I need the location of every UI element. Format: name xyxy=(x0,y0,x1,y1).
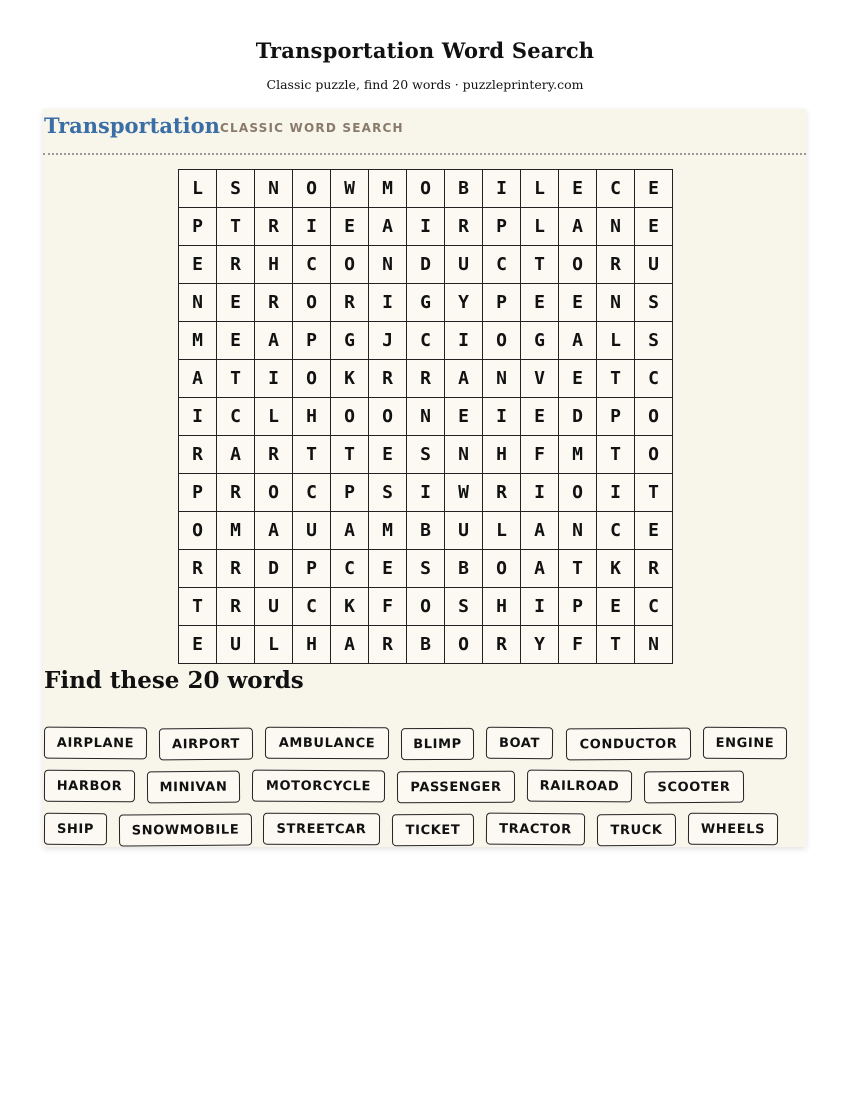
word-chip[interactable]: CONDUCTOR xyxy=(566,728,691,761)
grid-cell[interactable]: P xyxy=(483,284,521,322)
puzzle-theme-title: Transportation xyxy=(44,113,220,138)
grid-cell[interactable]: T xyxy=(179,588,217,626)
grid-cell[interactable]: E xyxy=(331,208,369,246)
grid-row xyxy=(179,436,673,474)
grid-cell[interactable]: O xyxy=(331,246,369,284)
grid-cell[interactable]: U xyxy=(635,246,673,284)
word-chip[interactable]: BOAT xyxy=(486,727,553,760)
grid-cell[interactable]: P xyxy=(559,588,597,626)
grid-cell[interactable]: R xyxy=(483,474,521,512)
grid-cell[interactable]: I xyxy=(407,208,445,246)
grid-cell[interactable]: O xyxy=(407,588,445,626)
grid-cell[interactable]: T xyxy=(293,436,331,474)
word-list-heading: Find these 20 words xyxy=(44,667,304,694)
grid-row xyxy=(179,322,673,360)
grid-cell[interactable]: R xyxy=(217,246,255,284)
grid-cell[interactable]: I xyxy=(445,322,483,360)
word-chip[interactable]: STREETCAR xyxy=(263,813,380,846)
grid-cell[interactable]: O xyxy=(293,284,331,322)
grid-cell[interactable]: U xyxy=(445,246,483,284)
grid-cell[interactable]: S xyxy=(407,436,445,474)
word-chip[interactable]: HARBOR xyxy=(44,770,135,803)
grid-cell[interactable]: O xyxy=(635,398,673,436)
grid-cell[interactable]: W xyxy=(331,170,369,208)
grid-cell[interactable]: T xyxy=(217,208,255,246)
grid-cell[interactable]: R xyxy=(255,208,293,246)
grid-cell[interactable]: R xyxy=(597,246,635,284)
grid-cell[interactable]: L xyxy=(255,626,293,664)
grid-cell[interactable]: O xyxy=(407,170,445,208)
grid-cell[interactable]: E xyxy=(179,626,217,664)
grid-row xyxy=(179,170,673,208)
grid-cell[interactable]: A xyxy=(521,550,559,588)
grid-cell[interactable]: R xyxy=(445,208,483,246)
card-header xyxy=(43,109,806,155)
grid-cell[interactable]: O xyxy=(559,474,597,512)
grid-cell[interactable]: O xyxy=(179,512,217,550)
grid-cell[interactable]: O xyxy=(331,398,369,436)
grid-cell[interactable]: T xyxy=(521,246,559,284)
grid-cell[interactable]: T xyxy=(597,360,635,398)
grid-cell[interactable]: E xyxy=(559,284,597,322)
word-chip[interactable]: ENGINE xyxy=(703,727,787,759)
grid-cell[interactable]: G xyxy=(407,284,445,322)
grid-cell[interactable]: L xyxy=(521,208,559,246)
grid-cell[interactable]: C xyxy=(483,246,521,284)
grid-cell[interactable]: E xyxy=(445,398,483,436)
grid-cell[interactable]: I xyxy=(483,170,521,208)
grid-cell[interactable]: N xyxy=(255,170,293,208)
grid-cell[interactable]: T xyxy=(597,626,635,664)
grid-cell[interactable]: K xyxy=(331,360,369,398)
grid-cell[interactable]: N xyxy=(597,208,635,246)
grid-cell[interactable]: M xyxy=(369,170,407,208)
grid-row xyxy=(179,474,673,512)
grid-row xyxy=(179,398,673,436)
grid-cell[interactable]: R xyxy=(179,550,217,588)
grid-cell[interactable]: P xyxy=(483,208,521,246)
word-chip[interactable]: AIRPLANE xyxy=(44,727,147,760)
grid-cell[interactable]: R xyxy=(369,360,407,398)
word-chip[interactable]: TICKET xyxy=(392,814,474,846)
grid-cell[interactable]: O xyxy=(369,398,407,436)
grid-cell[interactable]: O xyxy=(293,170,331,208)
grid-row xyxy=(179,512,673,550)
grid-cell[interactable]: G xyxy=(331,322,369,360)
grid-cell[interactable]: E xyxy=(179,246,217,284)
grid-cell[interactable]: B xyxy=(407,626,445,664)
grid-cell[interactable]: O xyxy=(293,360,331,398)
grid-row xyxy=(179,284,673,322)
grid-cell[interactable]: R xyxy=(217,474,255,512)
grid-cell[interactable]: S xyxy=(445,588,483,626)
grid-cell[interactable]: F xyxy=(521,436,559,474)
word-chip[interactable]: AIRPORT xyxy=(159,728,253,761)
grid-cell[interactable]: T xyxy=(331,436,369,474)
grid-cell[interactable]: D xyxy=(559,398,597,436)
grid-cell[interactable]: Y xyxy=(445,284,483,322)
grid-cell[interactable]: I xyxy=(483,398,521,436)
grid-cell[interactable]: C xyxy=(635,360,673,398)
grid-cell[interactable]: Y xyxy=(521,626,559,664)
grid-cell[interactable]: E xyxy=(635,208,673,246)
grid-cell[interactable]: M xyxy=(217,512,255,550)
grid-cell[interactable]: P xyxy=(293,322,331,360)
grid-cell[interactable]: C xyxy=(407,322,445,360)
grid-cell[interactable]: H xyxy=(483,588,521,626)
grid-row xyxy=(179,208,673,246)
word-chip[interactable]: AMBULANCE xyxy=(265,727,389,760)
grid-cell[interactable]: E xyxy=(635,170,673,208)
grid-cell[interactable]: A xyxy=(559,322,597,360)
grid-cell[interactable]: O xyxy=(483,322,521,360)
word-chip[interactable]: PASSENGER xyxy=(397,771,515,804)
grid-cell[interactable]: R xyxy=(179,436,217,474)
grid-cell[interactable]: I xyxy=(521,474,559,512)
grid-cell[interactable]: S xyxy=(635,322,673,360)
page-title: Transportation Word Search xyxy=(255,38,595,63)
grid-cell[interactable]: C xyxy=(293,246,331,284)
grid-row xyxy=(179,550,673,588)
grid-cell[interactable]: E xyxy=(559,360,597,398)
grid-cell[interactable]: L xyxy=(483,512,521,550)
grid-cell[interactable]: D xyxy=(255,550,293,588)
word-chip[interactable]: TRACTOR xyxy=(486,813,585,846)
grid-cell[interactable]: M xyxy=(179,322,217,360)
word-chip[interactable]: SHIP xyxy=(44,813,107,845)
grid-cell[interactable]: E xyxy=(217,322,255,360)
grid-cell[interactable]: T xyxy=(559,550,597,588)
grid-cell[interactable]: U xyxy=(293,512,331,550)
grid-cell[interactable]: C xyxy=(597,512,635,550)
grid-cell[interactable]: I xyxy=(407,474,445,512)
letter-grid xyxy=(178,169,673,664)
grid-cell[interactable]: I xyxy=(179,398,217,436)
grid-cell[interactable]: I xyxy=(597,474,635,512)
grid-cell[interactable]: T xyxy=(597,436,635,474)
grid-cell[interactable]: O xyxy=(559,246,597,284)
grid-cell[interactable]: I xyxy=(521,588,559,626)
grid-cell[interactable]: N xyxy=(445,436,483,474)
word-chip[interactable]: MOTORCYCLE xyxy=(252,770,385,803)
grid-cell[interactable]: N xyxy=(597,284,635,322)
grid-cell[interactable]: R xyxy=(483,626,521,664)
grid-cell[interactable]: K xyxy=(331,588,369,626)
grid-cell[interactable]: T xyxy=(217,360,255,398)
grid-cell[interactable]: U xyxy=(445,512,483,550)
grid-cell[interactable]: F xyxy=(559,626,597,664)
grid-cell[interactable]: R xyxy=(407,360,445,398)
word-chip[interactable]: SNOWMOBILE xyxy=(119,813,252,846)
grid-cell[interactable]: C xyxy=(217,398,255,436)
grid-cell[interactable]: U xyxy=(217,626,255,664)
word-chip[interactable]: SCOOTER xyxy=(644,771,744,804)
page-subtitle: Classic puzzle, find 20 words · puzzleprintery.com xyxy=(266,77,584,92)
grid-cell[interactable]: B xyxy=(407,512,445,550)
grid-cell[interactable]: I xyxy=(255,360,293,398)
grid-cell[interactable]: N xyxy=(369,246,407,284)
grid-cell[interactable]: P xyxy=(293,550,331,588)
grid-cell[interactable]: A xyxy=(521,512,559,550)
grid-cell[interactable]: F xyxy=(369,588,407,626)
word-chip[interactable]: WHEELS xyxy=(688,813,778,845)
grid-cell[interactable]: H xyxy=(483,436,521,474)
word-chip[interactable]: BLIMP xyxy=(401,728,474,760)
grid-cell[interactable]: E xyxy=(521,398,559,436)
puzzle-type-label: CLASSIC WORD SEARCH xyxy=(220,121,404,135)
grid-cell[interactable]: O xyxy=(635,436,673,474)
grid-cell[interactable]: N xyxy=(483,360,521,398)
grid-cell[interactable]: E xyxy=(369,436,407,474)
grid-cell[interactable]: A xyxy=(445,360,483,398)
grid-cell[interactable]: C xyxy=(635,588,673,626)
grid-cell[interactable]: E xyxy=(521,284,559,322)
puzzle-card xyxy=(43,109,806,847)
grid-cell[interactable]: R xyxy=(217,588,255,626)
grid-cell[interactable]: E xyxy=(597,588,635,626)
grid-cell[interactable]: C xyxy=(597,170,635,208)
grid-cell[interactable]: L xyxy=(255,398,293,436)
grid-cell[interactable]: A xyxy=(559,208,597,246)
grid-cell[interactable]: S xyxy=(635,284,673,322)
grid-cell[interactable]: R xyxy=(255,284,293,322)
grid-row xyxy=(179,588,673,626)
word-chip[interactable]: TRUCK xyxy=(597,814,676,847)
grid-cell[interactable]: B xyxy=(445,170,483,208)
grid-cell[interactable]: H xyxy=(255,246,293,284)
grid-cell[interactable]: N xyxy=(559,512,597,550)
grid-cell[interactable]: B xyxy=(445,550,483,588)
grid-cell[interactable]: S xyxy=(369,474,407,512)
grid-cell[interactable]: A xyxy=(255,322,293,360)
grid-cell[interactable]: R xyxy=(331,284,369,322)
grid-cell[interactable]: P xyxy=(179,208,217,246)
grid-cell[interactable]: P xyxy=(331,474,369,512)
grid-cell[interactable]: L xyxy=(597,322,635,360)
grid-cell[interactable]: E xyxy=(635,512,673,550)
grid-cell[interactable]: N xyxy=(635,626,673,664)
word-chip[interactable]: RAILROAD xyxy=(527,770,632,803)
grid-cell[interactable]: E xyxy=(559,170,597,208)
grid-cell[interactable]: T xyxy=(635,474,673,512)
grid-cell[interactable]: P xyxy=(179,474,217,512)
grid-cell[interactable]: W xyxy=(445,474,483,512)
grid-cell[interactable]: O xyxy=(483,550,521,588)
grid-cell[interactable]: A xyxy=(369,208,407,246)
grid-cell[interactable]: A xyxy=(179,360,217,398)
grid-cell[interactable]: I xyxy=(293,208,331,246)
grid-cell[interactable]: M xyxy=(559,436,597,474)
grid-cell[interactable]: A xyxy=(255,512,293,550)
grid-cell[interactable]: R xyxy=(369,626,407,664)
grid-cell[interactable]: N xyxy=(407,398,445,436)
grid-cell[interactable]: R xyxy=(255,436,293,474)
grid-cell[interactable]: U xyxy=(255,588,293,626)
grid-cell[interactable]: J xyxy=(369,322,407,360)
grid-cell[interactable]: G xyxy=(521,322,559,360)
grid-cell[interactable]: H xyxy=(293,398,331,436)
grid-cell[interactable]: I xyxy=(369,284,407,322)
grid-cell[interactable]: C xyxy=(331,550,369,588)
grid-cell[interactable]: D xyxy=(407,246,445,284)
grid-cell[interactable]: A xyxy=(331,512,369,550)
grid-cell[interactable]: C xyxy=(293,474,331,512)
grid-cell[interactable]: C xyxy=(293,588,331,626)
grid-cell[interactable]: H xyxy=(293,626,331,664)
grid-row xyxy=(179,626,673,664)
grid-cell[interactable]: R xyxy=(635,550,673,588)
grid-cell[interactable]: P xyxy=(597,398,635,436)
grid-cell[interactable]: A xyxy=(217,436,255,474)
grid-cell[interactable]: S xyxy=(407,550,445,588)
grid-cell[interactable]: O xyxy=(255,474,293,512)
grid-cell[interactable]: O xyxy=(445,626,483,664)
grid-cell[interactable]: E xyxy=(369,550,407,588)
grid-cell[interactable]: K xyxy=(597,550,635,588)
grid-cell[interactable]: M xyxy=(369,512,407,550)
grid-cell[interactable]: E xyxy=(217,284,255,322)
grid-cell[interactable]: N xyxy=(179,284,217,322)
grid-cell[interactable]: L xyxy=(179,170,217,208)
grid-cell[interactable]: L xyxy=(521,170,559,208)
grid-cell[interactable]: S xyxy=(217,170,255,208)
grid-row xyxy=(179,360,673,398)
word-chip[interactable]: MINIVAN xyxy=(147,771,240,804)
grid-cell[interactable]: R xyxy=(217,550,255,588)
grid-cell[interactable]: V xyxy=(521,360,559,398)
grid-row xyxy=(179,246,673,284)
grid-cell[interactable]: A xyxy=(331,626,369,664)
